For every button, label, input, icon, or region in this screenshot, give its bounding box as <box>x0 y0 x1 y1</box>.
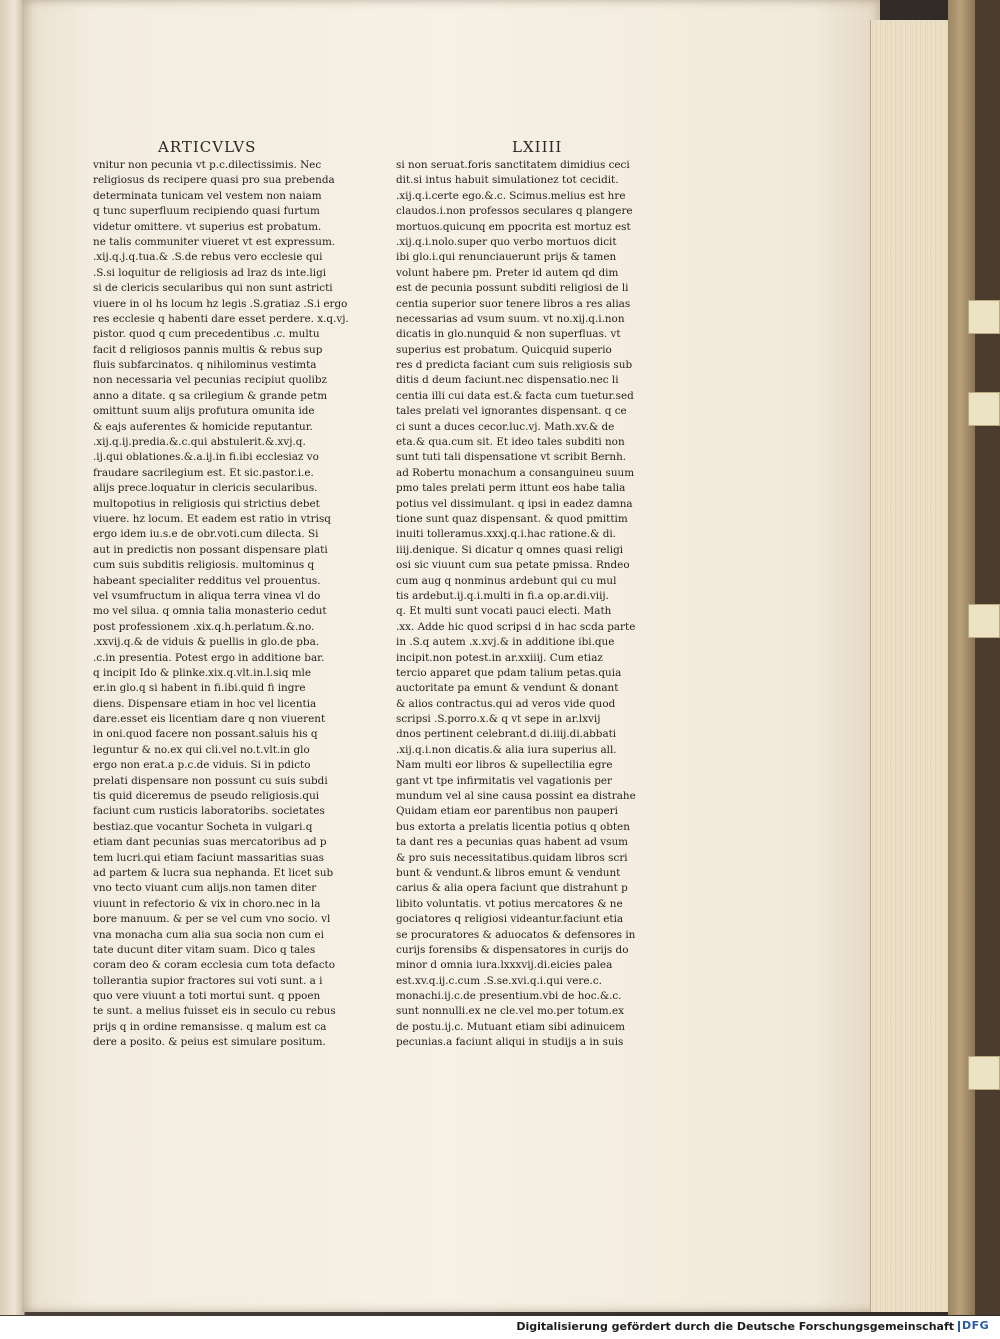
text-line: .xij.q.j.q.tua.& .S.de rebus vero ecclesie qui <box>93 251 323 264</box>
bookmark-tab <box>968 1056 1000 1090</box>
text-line: scripsi .S.porro.x.& q vt sepe in ar.lxvij <box>396 713 601 726</box>
text-line: minor d omnia iura.lxxxvij.di.eicies palea <box>396 959 613 972</box>
text-line: & eajs auferentes & homicide reputantur. <box>93 420 313 433</box>
text-line: .xij.q.i.nolo.super quo verbo mortuos dicit <box>396 235 617 248</box>
text-line: tem lucri.qui etiam faciunt massaritias suas <box>93 851 324 864</box>
text-line: osi sic viuunt cum sua petate pmissa. Rndeo <box>396 559 630 572</box>
text-line: monachi.ij.c.de presentium.vbi de hoc.&.c. <box>396 990 622 1003</box>
text-line: necessarias ad vsum suum. vt no.xij.q.i.non <box>396 312 625 325</box>
footer-bar <box>0 1316 1000 1339</box>
text-line: religiosus ds recipere quasi pro sua prebenda <box>93 174 335 187</box>
text-line: bore manuum. & per se vel cum vno socio. vl <box>93 913 331 926</box>
text-line: q. Et multi sunt vocati pauci electi. Math <box>396 605 612 618</box>
text-line: tate ducunt diter vitam suam. Dico q tales <box>93 943 316 956</box>
text-line: leguntur & no.ex qui cli.vel no.t.vlt.in glo <box>93 743 310 756</box>
text-line: .ij.qui oblationes.&.a.ij.in fi.ibi ecclesiaz vo <box>93 451 319 464</box>
text-line: ergo idem iu.s.e de obr.voti.cum dilecta. Si <box>93 528 319 541</box>
text-line: Nam multi eor libros & supellectilia egre <box>396 759 613 772</box>
text-line: vno tecto viuant cum alijs.non tamen diter <box>93 882 317 895</box>
text-line: vna monacha cum alia sua socia non cum ei <box>93 928 324 941</box>
text-line: diens. Dispensare etiam in hoc vel licentia <box>93 697 317 710</box>
text-line: ne talis communiter viueret vt est expressum. <box>93 235 336 248</box>
text-line: incipit.non potest.in ar.xxiiij. Cum etiaz <box>396 651 603 664</box>
text-line: q incipit Ido & plinke.xix.q.vlt.in.l.siq mle <box>93 666 312 679</box>
text-line: gant vt tpe infirmitatis vel vagationis per <box>396 774 612 787</box>
text-line: viuere. hz locum. Et eadem est ratio in vtrisq <box>93 512 331 525</box>
text-line: centia illi cui data est.& facta cum tuetur.sed <box>396 389 634 402</box>
text-line: ad Robertu monachum a consanguineu suum <box>396 466 635 479</box>
text-line: dere a posito. & peius est simulare positum. <box>93 1036 326 1049</box>
book-cover-edge <box>948 0 978 1315</box>
text-line: dicatis in glo.nunquid & non superfluas. vt <box>396 328 621 341</box>
text-line: mortuos.quicunq em ppocrita est mortuz est <box>396 220 631 233</box>
text-line: tollerantia supior fractores sui voti sunt. a i <box>93 974 323 987</box>
running-header-left: ARTICVLVS <box>158 138 257 156</box>
text-line: multopotius in religiosis qui strictius debet <box>93 497 320 510</box>
text-line: iiij.denique. Si dicatur q omnes quasi religi <box>396 543 624 556</box>
text-line: cum aug q nonminus ardebunt qui cu mul <box>396 574 617 587</box>
text-line: tione sunt quaz dispensant. & quod pmittim <box>396 512 628 525</box>
text-line: mundum vel al sine causa possint ea distrahe <box>396 790 636 803</box>
text-line: pistor. quod q cum precedentibus .c. multu <box>93 328 320 341</box>
text-line: potius vel dissimulant. q ipsi in eadez damna <box>396 497 633 510</box>
text-line: Quidam etiam eor parentibus non pauperi <box>396 805 618 818</box>
text-line: pecunias.a faciunt aliqui in studijs a in suis <box>396 1036 624 1049</box>
text-line: si de clericis secularibus qui non sunt astricti <box>93 282 333 295</box>
text-line: ci sunt a duces cecor.luc.vj. Math.xv.& de <box>396 420 615 433</box>
text-line: cum suis subditis religiosis. multominus q <box>93 559 315 572</box>
text-line: de postu.ij.c. Mutuant etiam sibi adinuicem <box>396 1020 625 1033</box>
text-line: dnos pertinent celebrant.d di.iiij.di.abbati <box>396 728 617 741</box>
text-line: post professionem .xix.q.h.perlatum.&.no. <box>93 620 315 633</box>
dfg-logo <box>958 1319 994 1334</box>
text-line: se procuratores & aduocatos & defensores in <box>396 928 636 941</box>
text-line: bunt & vendunt.& libros emunt & vendunt <box>396 866 621 879</box>
text-line: viuunt in refectorio & vix in choro.nec in la <box>93 897 321 910</box>
text-line: tis ardebut.ij.q.i.multi in fi.a op.ar.di.viij. <box>396 589 609 602</box>
text-line: dit.si intus habuit simulationez tot cecidit. <box>396 174 619 187</box>
text-line: determinata tunicam vel vestem non naiam <box>93 189 322 202</box>
text-line: eta.& qua.cum sit. Et ideo tales subditi non <box>396 436 625 449</box>
text-line: .xx. Adde hic quod scripsi d in hac scda parte <box>396 620 636 633</box>
text-line: .S.si loquitur de religiosis ad lraz ds inte.ligi <box>93 266 327 279</box>
text-line: ad partem & lucra sua nephanda. Et licet sub <box>93 866 334 879</box>
text-line: ditis d deum faciunt.nec dispensatio.nec li <box>396 374 619 387</box>
text-line: pmo tales prelati perm ittunt eos habe talia <box>396 482 626 495</box>
folio-number: LXIIII <box>512 138 563 156</box>
text-line: & alios contractus.qui ad veros vide quod <box>396 697 616 710</box>
text-line: anno a ditate. q sa crilegium & grande petm <box>93 389 328 402</box>
text-line: .xij.q.ij.predia.&.c.qui abstulerit.&.xvj.q. <box>93 436 306 449</box>
text-line: auctoritate pa emunt & vendunt & donant <box>396 682 619 695</box>
funding-notice: Digitalisierung gefördert durch die Deutsche Forschungsgemeinschaft <box>516 1320 954 1333</box>
bookmark-tab <box>968 300 1000 334</box>
bookmark-tab <box>968 392 1000 426</box>
dfg-logo-text: DFG <box>962 1319 990 1332</box>
text-line: res ecclesie q habenti dare esset perdere. x.q.vj. <box>93 312 349 325</box>
text-line: prelati dispensare non possunt cu suis subdi <box>93 774 328 787</box>
text-line: inuiti tolleramus.xxxj.q.i.hac ratione.& di. <box>396 528 616 541</box>
text-line: ergo non erat.a p.c.de viduis. Si in pdicto <box>93 759 311 772</box>
text-line: viuere in ol hs locum hz legis .S.gratiaz .S.i ergo <box>93 297 348 310</box>
text-line: claudos.i.non professos seculares q plangere <box>396 205 633 218</box>
text-line: ibi glo.i.qui renunciauerunt prijs & tamen <box>396 251 617 264</box>
text-line: centia superior suor tenere libros a res alias <box>396 297 631 310</box>
text-line: fluis subfarcinatos. q nihilominus vestimta <box>93 359 317 372</box>
text-line: libito voluntatis. vt potius mercatores & ne <box>396 897 623 910</box>
text-line: vel vsumfructum in aliqua terra vinea vl do <box>93 589 321 602</box>
page-block-edge <box>870 20 951 1312</box>
text-line: vnitur non pecunia vt p.c.dilectissimis. Nec <box>93 159 322 171</box>
text-line: mo vel silua. q omnia talia monasterio cedut <box>93 605 327 618</box>
text-line: er.in glo.q si habent in fi.ibi.quid fi ingre <box>93 682 306 695</box>
text-line: non necessaria vel pecunias recipiut quolibz <box>93 374 327 387</box>
text-line: bestiaz.que vocantur Socheta in vulgari.q <box>93 820 313 833</box>
text-line: sunt tuti tali dispensatione vt scribit Bernh. <box>396 451 627 464</box>
book-cover-shadow <box>975 0 1000 1315</box>
text-line: etiam dant pecunias suas mercatoribus ad p <box>93 836 327 849</box>
text-line: bus extorta a prelatis licentia potius q obten <box>396 820 630 833</box>
text-line: .xij.q.i.certe ego.&.c. Scimus.melius est hre <box>396 189 626 202</box>
text-line: si non seruat.foris sanctitatem dimidius ceci <box>396 159 630 171</box>
bookmark-tab <box>968 604 1000 638</box>
text-line: omittunt suum alijs profutura omunita ide <box>93 405 315 418</box>
text-line: videtur omittere. vt superius est probatum. <box>93 220 322 233</box>
text-line: ta dant res a pecunias quas habent ad vsum <box>396 836 629 849</box>
text-line: q tunc superfluum recipiendo quasi furtum <box>93 205 320 218</box>
text-line: tales prelati vel ignorantes dispensant. q ce <box>396 405 627 418</box>
dfg-logo-bar <box>958 1321 960 1332</box>
text-column-left <box>93 158 373 1051</box>
text-line: prijs q in ordine remansisse. q malum est ca <box>93 1020 327 1033</box>
text-line: tercio apparet que pdam talium petas.quia <box>396 666 622 679</box>
text-line: res d predicta faciant cum suis religiosis sub <box>396 359 633 372</box>
text-line: & pro suis necessitatibus.quidam libros scri <box>396 851 628 864</box>
text-column-right <box>396 158 676 1051</box>
text-line: in .S.q autem .x.xvj.& in additione ibi.que <box>396 636 615 649</box>
text-line: volunt habere pm. Preter id autem qd dim <box>396 266 619 279</box>
text-line: carius & alia opera faciunt que distrahunt p <box>396 882 628 895</box>
text-line: alijs prece.loquatur in clericis secularibus. <box>93 482 318 495</box>
text-line: dare.esset eis licentiam dare q non viuerent <box>93 713 326 726</box>
text-line: .xij.q.i.non dicatis.& alia iura superius all. <box>396 743 617 756</box>
text-line: habeant specialiter redditus vel prouentus. <box>93 574 321 587</box>
text-line: gociatores q religiosi videantur.faciunt etia <box>396 913 624 926</box>
text-line: est de pecunia possunt subditi religiosi de li <box>396 282 629 295</box>
text-line: te sunt. a melius fuisset eis in seculo cu rebus <box>93 1005 336 1018</box>
text-line: .c.in presentia. Potest ergo in additione bar. <box>93 651 325 664</box>
text-line: superius est probatum. Quicquid superio <box>396 343 612 356</box>
text-line: tis quid diceremus de pseudo religiosis.qui <box>93 790 320 803</box>
text-line: curijs forensibs & dispensatores in curijs do <box>396 943 629 956</box>
text-line: coram deo & coram ecclesia cum tota defacto <box>93 959 335 972</box>
text-line: sunt nonnulli.ex ne cle.vel mo.per totum.ex <box>396 1005 624 1018</box>
text-line: quo vere viuunt a toti mortui sunt. q ppoen <box>93 990 321 1003</box>
text-line: fraudare sacrilegium est. Et sic.pastor.i.e. <box>93 466 314 479</box>
text-line: facit d religiosos pannis multis & rebus sup <box>93 343 323 356</box>
text-line: in oni.quod facere non possant.saluis his q <box>93 728 318 741</box>
text-line: .xxvij.q.& de viduis & puellis in glo.de pba. <box>93 636 320 649</box>
text-line: faciunt cum rusticis laboratoribs. societates <box>93 805 325 818</box>
text-line: aut in predictis non possant dispensare plati <box>93 543 328 556</box>
text-line: est.xv.q.ij.c.cum .S.se.xvi.q.i.qui vere.c. <box>396 974 602 987</box>
